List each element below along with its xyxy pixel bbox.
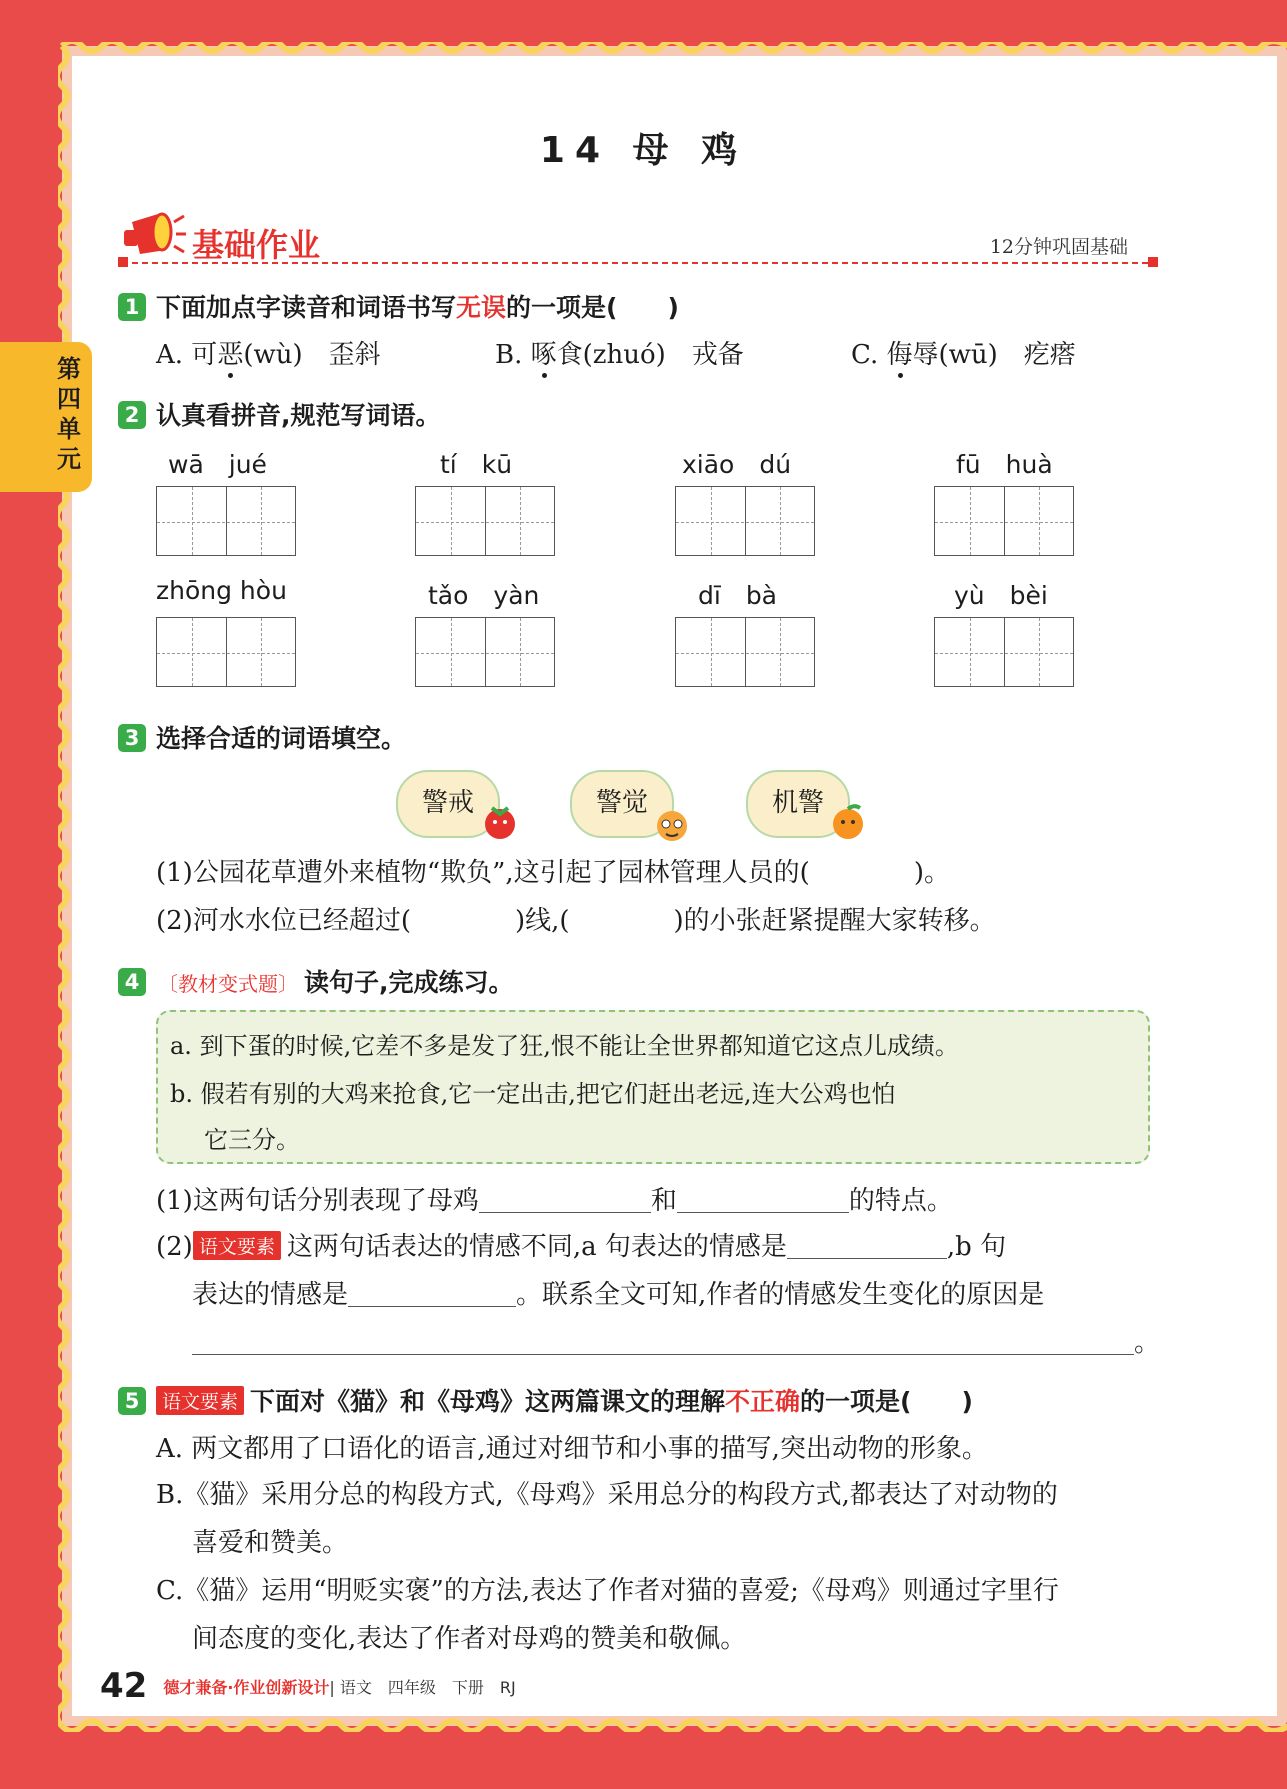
question-5-number: 5: [118, 1387, 146, 1415]
option-c-rest: 辱(wū) 疙瘩: [912, 340, 1076, 370]
question-1-number: 1: [118, 293, 146, 321]
question-4-part-2-line3: [192, 1322, 1160, 1359]
orange-icon: [828, 802, 868, 842]
word-bubble[interactable]: [396, 770, 500, 838]
writing-grid[interactable]: [415, 617, 555, 687]
question-1-text-b: 的一项是( ): [506, 293, 679, 322]
option-a-prefix: A. 可: [156, 340, 218, 370]
question-5-text-a: 下面对《猫》和《母鸡》这两篇课文的理解: [250, 1387, 726, 1416]
question-4-part-1: [156, 1180, 953, 1217]
question-5-heading: [118, 1382, 973, 1418]
page-footer: [100, 1666, 516, 1706]
writing-grid[interactable]: [156, 486, 296, 556]
part-1-text-a: (1)这两句话分别表现了母鸡: [156, 1186, 479, 1216]
megaphone-icon: [118, 212, 188, 268]
question-3-sentence-1: (1)公园花草遭外来植物“欺负”,这引起了园林管理人员的( )。: [156, 858, 950, 888]
word-bubble[interactable]: [570, 770, 674, 838]
question-4-number: 4: [118, 968, 146, 996]
answer-blank[interactable]: [677, 1188, 849, 1213]
writing-grid[interactable]: [415, 486, 555, 556]
page-number: 42: [100, 1666, 148, 1706]
option-b-prefix: B.: [495, 340, 531, 370]
divider-end-marker: [118, 257, 128, 267]
question-1-option-c[interactable]: [851, 334, 1076, 371]
part-1-text-b: 和: [650, 1186, 677, 1216]
pinyin-label: dī bà: [698, 581, 778, 610]
question-1-emphasis: 无误: [456, 293, 507, 322]
question-4-part-2-line1: [156, 1226, 1006, 1263]
footer-brand: 德才兼备·作业创新设计: [163, 1678, 330, 1697]
part-2-end: 。: [1134, 1328, 1161, 1358]
question-5-text-b: 的一项是( ): [800, 1387, 973, 1416]
passage-sentence-b-line2: 它三分。: [204, 1126, 300, 1154]
passage-sentence-a: a. 到下蛋的时候,它差不多是发了狂,恨不能让全世界都知道它这点儿成绩。: [170, 1032, 959, 1060]
question-1-option-b[interactable]: [495, 334, 744, 371]
yuwen-yaosu-tag: 语文要素: [193, 1231, 281, 1260]
option-b-rest: 食(zhuó) 戎备: [556, 340, 744, 370]
writing-grid[interactable]: [675, 617, 815, 687]
question-5-option-c-line2: 间态度的变化,表达了作者对母鸡的赞美和敬佩。: [192, 1624, 747, 1654]
part-2-text-a: 这两句话表达的情感不同,a 句表达的情感是: [286, 1232, 787, 1262]
question-2-number: 2: [118, 401, 146, 429]
word-bubble[interactable]: [746, 770, 850, 838]
part-1-text-c: 的特点。: [848, 1186, 953, 1216]
question-5-emphasis: 不正确: [725, 1387, 801, 1416]
section-divider: [122, 262, 1158, 264]
answer-blank[interactable]: [479, 1188, 651, 1213]
answer-blank[interactable]: [192, 1330, 1134, 1355]
option-b-dotted-char: 啄: [530, 340, 557, 370]
question-5-option-c-line1[interactable]: C.《猫》运用“明贬实褒”的方法,表达了作者对猫的喜爱;《母鸡》则通过字里行: [156, 1576, 1059, 1606]
question-3-sentence-2: (2)河水水位已经超过( )线,( )的小张赶紧提醒大家转移。: [156, 906, 996, 936]
question-5-tag: 语文要素: [156, 1386, 244, 1415]
question-5-option-a[interactable]: A. 两文都用了口语化的语言,通过对细节和小事的描写,突出动物的形象。: [156, 1434, 988, 1464]
question-3-number: 3: [118, 724, 146, 752]
question-5-option-b-line1[interactable]: B.《猫》采用分总的构段方式,《母鸡》采用总分的构段方式,都表达了对动物的: [156, 1480, 1058, 1510]
pinyin-label: zhōng hòu: [156, 576, 287, 605]
question-4-heading: [118, 963, 514, 999]
unit-side-tab-label: 第四单元: [57, 355, 81, 473]
question-3-heading: [118, 719, 406, 755]
question-1-text-a: 下面加点字读音和词语书写: [156, 293, 457, 322]
question-3-text: 选择合适的词语填空。: [156, 724, 407, 753]
section-title: 基础作业: [192, 226, 321, 264]
section-header: [118, 212, 1158, 272]
unit-side-tab: [0, 342, 92, 492]
option-a-rest: (wù) 歪斜: [243, 340, 381, 370]
part-2-text-b: ,b 句: [946, 1232, 1007, 1262]
answer-blank[interactable]: [348, 1282, 516, 1307]
question-4-tag: 〔教材变式题〕: [158, 972, 298, 996]
pinyin-label: xiāo dú: [682, 450, 792, 479]
word-bubble-label: 警戒: [421, 788, 474, 818]
pinyin-label: tǎo yàn: [428, 581, 540, 610]
writing-grid[interactable]: [934, 486, 1074, 556]
question-2-heading: [118, 396, 441, 432]
divider-end-marker: [1148, 257, 1158, 267]
answer-blank[interactable]: [787, 1234, 947, 1259]
question-1-option-a[interactable]: [156, 334, 381, 371]
word-bubble-label: 警觉: [595, 788, 648, 818]
word-bubble-label: 机警: [771, 788, 824, 818]
page-title: 14 母 鸡: [539, 130, 748, 171]
question-4-part-2-line2: [192, 1274, 1044, 1311]
question-4-text: 读句子,完成练习。: [304, 968, 514, 997]
pinyin-label: wā jué: [168, 450, 267, 479]
writing-grid[interactable]: [156, 617, 296, 687]
option-a-dotted-char: 恶: [217, 340, 244, 370]
section-note: 12分钟巩固基础: [989, 236, 1128, 258]
part-2-text-c: 表达的情感是: [192, 1280, 349, 1310]
passage-sentence-b-line1: b. 假若有别的大鸡来抢食,它一定出击,把它们赶出老远,连大公鸡也怕: [170, 1080, 896, 1108]
part-2-prefix: (2): [156, 1232, 193, 1262]
question-2-text: 认真看拼音,规范写词语。: [156, 401, 441, 430]
footer-subtitle: | 语文 四年级 下册 RJ: [329, 1678, 516, 1697]
pinyin-label: yù bèi: [954, 581, 1048, 610]
part-2-text-d: 。联系全文可知,作者的情感发生变化的原因是: [516, 1280, 1045, 1310]
writing-grid[interactable]: [675, 486, 815, 556]
cartoon-face-icon: [652, 806, 692, 842]
question-5-option-b-line2: 喜爱和赞美。: [192, 1528, 349, 1558]
pinyin-label: fū huà: [956, 450, 1053, 479]
writing-grid[interactable]: [934, 617, 1074, 687]
option-c-dotted-char: 侮: [886, 340, 913, 370]
reading-passage-box: [156, 1010, 1150, 1164]
pinyin-label: tí kū: [440, 450, 513, 479]
question-1-heading: [118, 288, 679, 324]
option-c-prefix: C.: [851, 340, 887, 370]
strawberry-icon: [482, 802, 518, 842]
